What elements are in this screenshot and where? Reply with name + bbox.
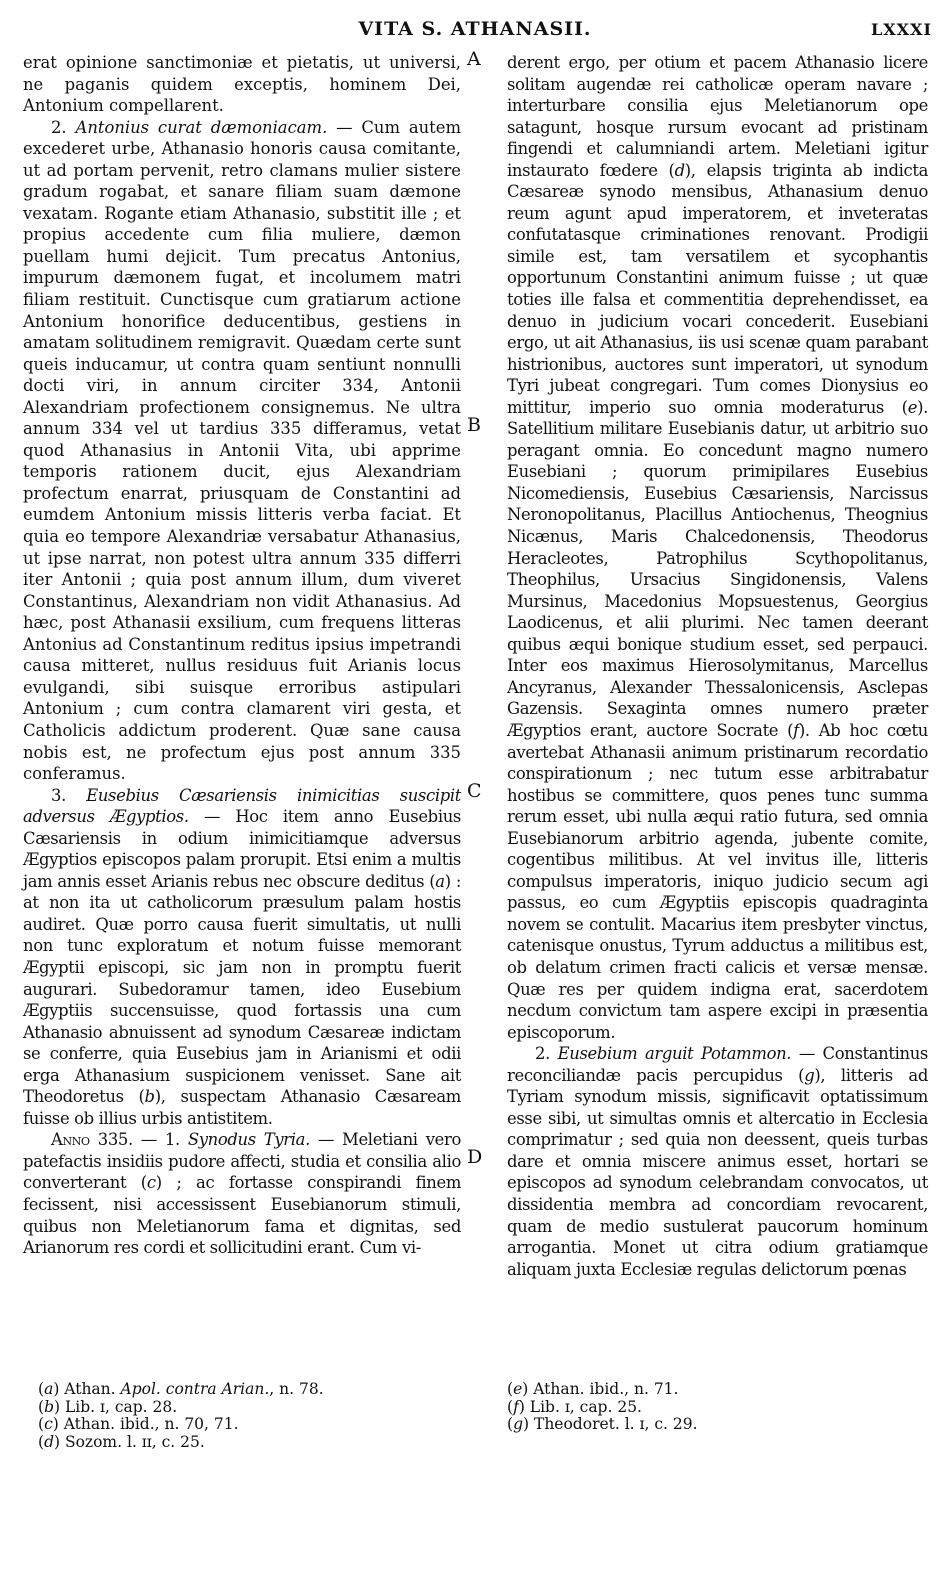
footnote-text: Lib. ɪ, cap. 25. xyxy=(529,1397,642,1416)
footnote-mark: f xyxy=(513,1397,519,1416)
paragraph xyxy=(23,117,461,785)
footnotes-left xyxy=(38,1381,458,1451)
footnote-text: Lib. ɪ, cap. 28. xyxy=(64,1397,178,1416)
paragraph-text: ) ; ac fortasse conspirandi finem fecissent, nisi accessissent Eusebianorum stimuli, quibus non Meletianorum fama et dignitas, sed Arianorum res cordi et sollicitudini erant. Cum vi- xyxy=(23,1173,462,1258)
section-number: 3. xyxy=(51,785,66,805)
anno-label: Anno xyxy=(51,1130,90,1150)
page-number: LXXXI xyxy=(871,20,932,39)
footnote-mark: b xyxy=(44,1397,54,1416)
footnote: (a) Athan. Apol. contra Arian., n. 78. xyxy=(38,1380,324,1398)
paragraph-text: — Constantinus reconciliandæ pacis percupidus ( xyxy=(507,1044,928,1085)
paragraph-text: ), litteris ad Tyriam synodum missis, significavit optatissimum esse sibi, ut simultas omnis et altercatio in Ecclesia comprimatur ; sed quia non deessent, queis turbas dare et omnia miscere animus esset, hortari se episcopos ad synodum celebrandam convocatos, ut dissidentia membra ad concordiam revocarent, quam de medio sustulerat paucorum hominum arrogantia. Monet ut citra odium gratiamque aliquam juxta Ecclesiæ regulas delictorum pœnas xyxy=(507,1065,928,1279)
section-number: 2. xyxy=(535,1044,550,1064)
paragraph-text: — Meletiani vero patefactis insidiis pudore affecti, studia et consilia alio converterant ( xyxy=(23,1130,461,1193)
footnote-mark: c xyxy=(44,1415,53,1433)
paragraph-text: — Hoc item anno Eusebius Cæsariensis in odium inimicitiamque adversus Ægyptios episcopos palam prorupit. Etsi enim a multis jam annis esset Arianis rebus nec obscure deditus ( xyxy=(23,807,461,891)
footnote: (g) Theodoret. l. ɪ, c. 29. xyxy=(507,1415,698,1433)
paragraph-text: — Cum autem excederet urbe, Athanasio honoris causa comitante, ut ad portam pervenit, retro clamans mulier sistere gradum rogabat, et sanare filiam suam dæmone vexatam. Rogante etiam Athanasio, substitit ille ; et propius accedente cum filia muliere, dæmon puellam humi dejicit. Tum precatus Antonius, impurum dæmonem fugat, et incolumem matri filiam restituit. Cunctisque cum gratiarum actione Antonium honorifice deducentibus, gestiens in amatam solitudinem remigravit. Quædam certe sunt queis inducamur, ut contra quam sentiunt nonnulli docti viri, in annum circiter 334, Antonii Alexandriam profectionem consignemus. Ne ultra annum 334 vel ut tardius 335 differamus, vetat quod Athanasius in Antonii Vita, ubi apprime temporis rationem ducit, ejus Alexandriam profectum enarrat, priusquam de Constantini ad eumdem Antonium missis litteris verba faciat. Et quia eo tempore Alexandriæ versabatur Athanasius, ut ipse narrat, non potest ultra annum 335 differri iter Antonii ; quia post annum illum, dum viveret Constantinus, Alexandriam non vidit Athanasius. Ad hæc, post Athanasii exsilium, cum frequens litteras Antonius ad Constantinum reditus ipsius impetrandi causa mitteret, nullus residuus fuit Arianis locus evulgandi, sibi suisque erroribus astipulari Antonium ; cum contra clamarent viri gesta, et Catholicis addictum proderent. Quæ sane causa nobis est, ne profectum ejus post annum 335 conferamus. xyxy=(23,117,461,784)
paragraph xyxy=(507,1043,928,1280)
section-number: 2. xyxy=(51,117,67,137)
paragraph-text: ). Satellitium militare Eusebianis datur, ut arbitrio suo peragant omnia. Eo concedunt magno numero Eusebiani ; quorum primipilares Eusebius Nicomediensis, Eusebius Cæsariensis, Narcissus Neronopolitanus, Placillus Antiochenus, Theognius Nicænus, Maris Chalcedonensis, Theodorus Heracleotes, Patrophilus Scythopolitanus, Theophilus, Ursacius Singidonensis, Valens Mursinus, Macedonius Mopsuestenus, Georgius Laodicenus, et alii plurimi. Nec tamen deerant quibus æqui bonique studium esset, sed perpauci. Inter eos maximus Hierosolymitanus, Marcellus Ancyranus, Alexander Thessalonicensis, Asclepas Gazensis. Sexaginta omnes numero præter Ægyptios erant, auctore Socrate ( xyxy=(507,397,928,740)
paragraph-text: derent ergo, per otium et pacem Athanasio licere solitam augendæ rei catholicæ operam navare ; interturbare consilia ejus Meletianorum ope satagunt, hosque rursum evocant ad pristinam fingendi et calumniandi artem. Meletiani igitur instaurato fœdere ( xyxy=(507,53,928,180)
footnote-text: Athan. ibid., n. 70, 71. xyxy=(63,1415,239,1433)
footnote-text: , n. 78. xyxy=(269,1380,324,1398)
footnote-ref: f xyxy=(793,720,799,740)
running-title: VITA S. ATHANASII. xyxy=(358,18,592,40)
footnote-mark: d xyxy=(44,1432,54,1451)
footnote: (e) Athan. ibid., n. 71. xyxy=(507,1380,679,1398)
paragraph xyxy=(507,52,928,1043)
paragraph xyxy=(23,1129,461,1258)
paragraph xyxy=(23,785,461,1130)
margin-letter-a: A xyxy=(467,48,481,70)
section-title: Eusebium arguit Potammon. xyxy=(557,1044,792,1064)
footnote-title: Apol. contra Arian. xyxy=(120,1380,270,1398)
footnote-ref: g xyxy=(804,1065,815,1085)
paragraph xyxy=(23,52,461,117)
section-number: 335. — 1. xyxy=(97,1130,180,1150)
margin-letter-c: C xyxy=(467,780,482,802)
paragraph-text: ). Ab hoc cœtu avertebat Athanasii animum pristinarum recordatio conspirationum ; nec tutum esse arbitrabatur hostibus se committere, quos penes tunc summa rerum esset, ubi nulla æqui ratio futura, sed omnia Eusebianorum arbitrio agenda, jubente comite, cogentibus militibus. At vel invitus ille, litteris compulsus imperatoris, iniquo judicio secum agi passus, eo cum Ægyptiis episcopis quadraginta novem se contulit. Macarius item presbyter vinctus, catenisque onustus, Tyrum adductus a militibus est, ob delatum crimen fracti calicis et versæ mensæ. Quæ res per quidem indigna erat, sacerdotem necdum convictum tam aspere excipi in præsentia episcoporum. xyxy=(507,720,928,1042)
paragraph-text: ), suspectam Athanasio Cæsaream fuisse ob illius urbis antistitem. xyxy=(23,1087,461,1128)
footnote-text: Sozom. l. ɪɪ, c. 25. xyxy=(64,1432,205,1451)
right-column xyxy=(507,52,928,1280)
footnote-ref: d xyxy=(674,160,685,180)
section-title: Eusebius Cæsariensis inimicitias suscipit adversus Ægyptios. xyxy=(23,785,461,827)
footnote-mark: a xyxy=(44,1380,54,1398)
footnote-text: Athan. xyxy=(64,1380,121,1398)
footnote: (c) Athan. ibid., n. 70, 71. xyxy=(38,1415,239,1433)
paragraph-text: ) : at non ita ut catholicorum præsulum palam hostis audiret. Quæ porro causa fuerit simultatis, ut nulli non tunc exploratum et notum fuisse memorant Ægyptii episcopi, sic jam non in promptu fuerit augurari. Subedoramur tamen, ideo Eusebium Ægyptiis succensuisse, quod fortassis una cum Athanasio abnuissent ad synodum Cæsareæ indictam se conferre, quia Eusebius jam in Arianismi et odii erga Athanasium suspicionem venisset. Sane ait Theodoretus ( xyxy=(23,871,461,1107)
footnote-ref: e xyxy=(907,397,918,417)
footnote-ref: c xyxy=(146,1173,156,1193)
margin-letter-b: B xyxy=(467,414,481,436)
footnote-mark: e xyxy=(513,1380,523,1398)
left-column xyxy=(23,52,461,1259)
section-title: Antonius curat dæmoniacam. xyxy=(75,117,328,137)
margin-letter-d: D xyxy=(467,1146,483,1168)
footnote-ref: b xyxy=(144,1087,155,1107)
paragraph-text: erat opinione sanctimoniæ et pietatis, ut universi, ne paganis quidem exceptis, hominem Dei, Antonium compellarent. xyxy=(23,53,461,116)
footnote-text: Theodoret. l. ɪ, c. 29. xyxy=(533,1415,698,1433)
section-title: Synodus Tyria. xyxy=(187,1130,310,1150)
footnote-text: Athan. ibid., n. 71. xyxy=(533,1380,679,1398)
footnote: (d) Sozom. l. ɪɪ, c. 25. xyxy=(38,1432,205,1451)
footnotes-right xyxy=(507,1381,907,1434)
footnote-mark: g xyxy=(513,1415,523,1433)
page-header xyxy=(0,18,950,44)
paragraph-text: ), elapsis triginta ab indicta Cæsareæ synodo mensibus, Athanasium denuo reum agunt apud imperatorem, et inveteratas confutatasque criminationes renovant. Prodigii simile est, tam versatilem et sycophantis opportunum Constantini animum fuisse ; ut quæ toties ille falsa et commentitia deprehendisset, ea denuo in judicium vocari concederit. Eusebiani ergo, ut ait Athanasius, iis usi scenæ quam parabant histrionibus, auctores sunt imperatori, ut synodum Tyri jubeat congregari. Tum comes Dionysius eo mittitur, imperio suo omnia moderaturus ( xyxy=(507,160,928,417)
footnote: (b) Lib. ɪ, cap. 28. xyxy=(38,1397,178,1416)
footnote-ref: a xyxy=(435,871,445,891)
footnote: (f) Lib. ɪ, cap. 25. xyxy=(507,1397,642,1416)
